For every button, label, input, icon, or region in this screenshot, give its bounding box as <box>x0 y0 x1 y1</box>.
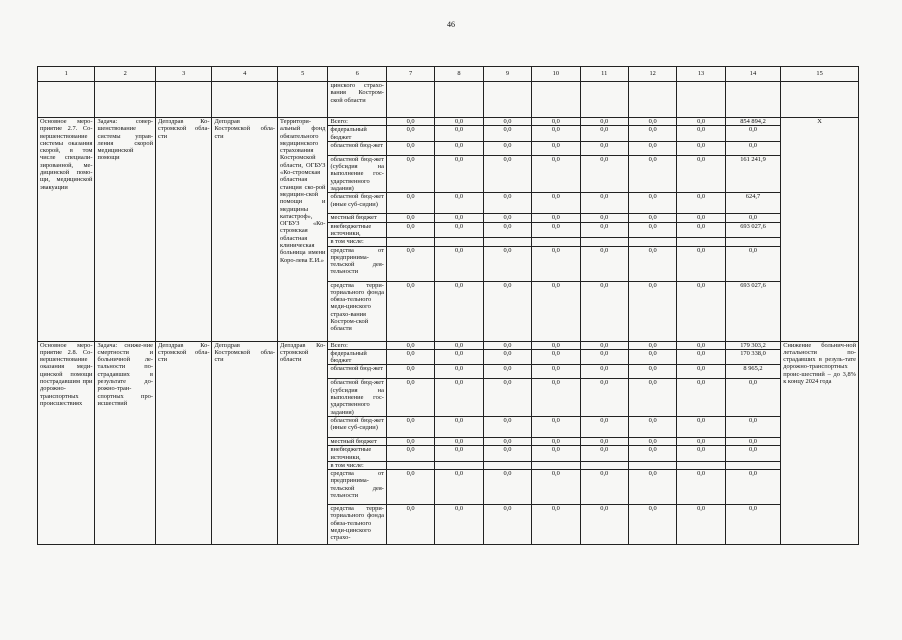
amount-cell: 0,0 <box>580 437 628 445</box>
amount-cell: 0,0 <box>435 349 483 365</box>
amount-cell: 0,0 <box>386 281 434 341</box>
cell <box>435 82 483 118</box>
amount-cell: 161 241,9 <box>725 155 780 192</box>
amount-cell: 0,0 <box>580 214 628 222</box>
amount-cell: 0,0 <box>386 349 434 365</box>
amount-cell: 0,0 <box>628 379 676 416</box>
funding-source-label: в том числе: <box>328 238 386 246</box>
amount-cell: 0,0 <box>580 141 628 155</box>
funding-source-label: Всего: <box>328 341 386 349</box>
amount-cell: 0,0 <box>386 341 434 349</box>
amount-cell: 0,0 <box>386 193 434 214</box>
amount-cell: 0,0 <box>532 141 580 155</box>
funding-source-label: внебюджетные источники, <box>328 222 386 238</box>
amount-cell: 0,0 <box>532 437 580 445</box>
column-number: 15 <box>781 67 859 82</box>
amount-cell: 0,0 <box>677 126 725 142</box>
funding-source-label: областной бюд-жет (субсидия на выполнение гос-ударственного задания) <box>328 379 386 416</box>
amount-cell: 179 303,2 <box>725 341 780 349</box>
column-number: 8 <box>435 67 483 82</box>
cell <box>38 82 95 118</box>
amount-cell: 0,0 <box>483 214 531 222</box>
page-number: 46 <box>447 20 455 29</box>
amount-cell: 0,0 <box>386 222 434 238</box>
measure-col1: Основное меро-приятие 2.7. Со-вершенствование системы оказания скорой, в том числе специали-зированной, ме-дицинской помо-щи, медицинской эвакуации <box>38 118 95 342</box>
amount-cell: 0,0 <box>580 155 628 192</box>
amount-cell: 0,0 <box>386 437 434 445</box>
measure-col5: Депздрав Ко-стромской области <box>278 341 328 545</box>
amount-cell <box>483 238 531 246</box>
amount-cell: 0,0 <box>435 246 483 281</box>
measure-col3: Депздрав Ко-стромской обла-сти <box>156 341 212 545</box>
funding-row <box>38 341 859 349</box>
amount-cell: 0,0 <box>580 349 628 365</box>
amount-cell <box>386 461 434 469</box>
amount-cell: 0,0 <box>435 365 483 379</box>
amount-cell: 0,0 <box>677 437 725 445</box>
funding-source-label: областной бюд-жет (иные суб-сидии) <box>328 193 386 214</box>
amount-cell: 0,0 <box>677 246 725 281</box>
amount-cell: 0,0 <box>677 281 725 341</box>
amount-cell: 0,0 <box>435 341 483 349</box>
amount-cell: 0,0 <box>628 365 676 379</box>
amount-cell <box>628 461 676 469</box>
cell <box>156 82 212 118</box>
amount-cell: 0,0 <box>580 246 628 281</box>
amount-cell: 0,0 <box>532 349 580 365</box>
amount-cell: 170 338,0 <box>725 349 780 365</box>
measure-col1: Основное меро-приятие 2.8. Со-вершенствование оказания меди-цинской помощи пострадавшим при дорожно-транспортных происшествиях <box>38 341 95 545</box>
amount-cell: 0,0 <box>386 155 434 192</box>
amount-cell <box>532 238 580 246</box>
amount-cell: 0,0 <box>386 365 434 379</box>
amount-cell: 0,0 <box>580 470 628 505</box>
funding-source-label: Всего: <box>328 118 386 126</box>
amount-cell: 0,0 <box>435 193 483 214</box>
column-number: 5 <box>278 67 328 82</box>
amount-cell: 0,0 <box>483 416 531 437</box>
measure-col5: Территори-альный фонд обязательного медицинского страхования Костромской области, ОГБУЗ «Ко-стромская областная станция ско-рой медицин-ской помощи и медицины катастроф», ОГБУЗ «Ко-стромская областная клиническая больница имени Коро-лева Е.И.» <box>278 118 328 342</box>
amount-cell: 0,0 <box>483 470 531 505</box>
amount-cell: 0,0 <box>483 505 531 545</box>
amount-cell: 854 894,2 <box>725 118 780 126</box>
amount-cell: 0,0 <box>628 246 676 281</box>
amount-cell: 0,0 <box>386 246 434 281</box>
amount-cell: 0,0 <box>628 349 676 365</box>
budget-table <box>37 66 859 545</box>
amount-cell: 693 027,6 <box>725 281 780 341</box>
amount-cell: 0,0 <box>677 470 725 505</box>
amount-cell: 0,0 <box>483 141 531 155</box>
amount-cell: 0,0 <box>725 416 780 437</box>
amount-cell: 0,0 <box>386 118 434 126</box>
column-number: 9 <box>483 67 531 82</box>
continuation-row <box>38 82 859 118</box>
amount-cell: 0,0 <box>532 379 580 416</box>
amount-cell: 0,0 <box>483 118 531 126</box>
amount-cell: 0,0 <box>725 437 780 445</box>
amount-cell: 0,0 <box>628 416 676 437</box>
amount-cell: 0,0 <box>435 470 483 505</box>
measure-col4: Депздрав Костромской обла-сти <box>212 341 278 545</box>
amount-cell <box>386 238 434 246</box>
cell <box>628 82 676 118</box>
amount-cell <box>725 238 780 246</box>
amount-cell <box>677 238 725 246</box>
amount-cell: 0,0 <box>532 118 580 126</box>
amount-cell: 0,0 <box>628 141 676 155</box>
amount-cell: 0,0 <box>435 222 483 238</box>
funding-source-label: местный бюджет <box>328 214 386 222</box>
funding-source-label: областной бюд-жет <box>328 365 386 379</box>
measure-col3: Депздрав Ко-стромской обла-сти <box>156 118 212 342</box>
amount-cell: 0,0 <box>580 126 628 142</box>
amount-cell: 0,0 <box>725 505 780 545</box>
amount-cell: 0,0 <box>435 379 483 416</box>
expected-result: Снижение больнич-ной летальности по-страдавших в резуль-тате дорожно-транспортных проис-шествий – до 3,8% к концу 2024 года <box>781 341 859 545</box>
amount-cell: 0,0 <box>435 126 483 142</box>
amount-cell: 624,7 <box>725 193 780 214</box>
measure-col2: Задача: сниже-ние смертности и больничной ле-тальности по-страдавших в результате до-рожно-тран-спортных про-исшествий <box>95 341 156 545</box>
amount-cell: 0,0 <box>580 193 628 214</box>
continuation-label: цинского страхо-вания Костром-ской области <box>328 82 386 118</box>
funding-source-label: внебюджетные источники, <box>328 446 386 462</box>
amount-cell: 0,0 <box>677 505 725 545</box>
funding-source-label: местный бюджет <box>328 437 386 445</box>
funding-source-label: федеральный бюджет <box>328 126 386 142</box>
amount-cell: 0,0 <box>580 365 628 379</box>
column-number: 6 <box>328 67 386 82</box>
amount-cell: 0,0 <box>532 214 580 222</box>
amount-cell: 0,0 <box>483 246 531 281</box>
amount-cell: 0,0 <box>435 141 483 155</box>
amount-cell: 0,0 <box>483 341 531 349</box>
amount-cell: 0,0 <box>435 155 483 192</box>
funding-source-label: средства от предпринима-тельской дея-тельности <box>328 470 386 505</box>
cell <box>532 82 580 118</box>
amount-cell: 0,0 <box>532 155 580 192</box>
amount-cell: 0,0 <box>677 214 725 222</box>
amount-cell: 0,0 <box>628 505 676 545</box>
amount-cell: 0,0 <box>483 222 531 238</box>
funding-source-label: федеральный бюджет <box>328 349 386 365</box>
amount-cell: 0,0 <box>725 126 780 142</box>
cell <box>212 82 278 118</box>
amount-cell: 0,0 <box>677 446 725 462</box>
cell <box>580 82 628 118</box>
cell <box>781 82 859 118</box>
amount-cell: 0,0 <box>677 155 725 192</box>
amount-cell: 0,0 <box>483 126 531 142</box>
amount-cell: 0,0 <box>386 505 434 545</box>
amount-cell: 0,0 <box>580 379 628 416</box>
amount-cell: 0,0 <box>386 416 434 437</box>
amount-cell <box>532 461 580 469</box>
amount-cell: 0,0 <box>483 437 531 445</box>
column-number: 11 <box>580 67 628 82</box>
amount-cell: 0,0 <box>628 341 676 349</box>
amount-cell: 0,0 <box>677 416 725 437</box>
amount-cell: 0,0 <box>532 470 580 505</box>
amount-cell: 0,0 <box>532 281 580 341</box>
amount-cell: 0,0 <box>532 126 580 142</box>
funding-source-label: областной бюд-жет (иные суб-сидии) <box>328 416 386 437</box>
amount-cell: 0,0 <box>628 193 676 214</box>
amount-cell: 0,0 <box>580 118 628 126</box>
funding-source-label: в том числе: <box>328 461 386 469</box>
amount-cell: 0,0 <box>435 281 483 341</box>
amount-cell: 0,0 <box>532 222 580 238</box>
amount-cell: 0,0 <box>532 246 580 281</box>
amount-cell: 0,0 <box>483 446 531 462</box>
amount-cell: 0,0 <box>532 365 580 379</box>
amount-cell: 0,0 <box>628 446 676 462</box>
column-number: 4 <box>212 67 278 82</box>
amount-cell: 0,0 <box>677 365 725 379</box>
amount-cell: 0,0 <box>386 214 434 222</box>
amount-cell: 0,0 <box>386 126 434 142</box>
column-number: 14 <box>725 67 780 82</box>
amount-cell: 0,0 <box>435 505 483 545</box>
amount-cell <box>628 238 676 246</box>
amount-cell: 0,0 <box>386 141 434 155</box>
amount-cell: 0,0 <box>386 470 434 505</box>
amount-cell: 0,0 <box>580 446 628 462</box>
cell <box>386 82 434 118</box>
funding-source-label: средства терри-ториального фонда обяза-тельного меди-цинского страхо-вания Костром-ской области <box>328 281 386 341</box>
amount-cell: 0,0 <box>532 446 580 462</box>
funding-source-label: областной бюд-жет <box>328 141 386 155</box>
amount-cell: 0,0 <box>628 155 676 192</box>
amount-cell: 0,0 <box>580 281 628 341</box>
amount-cell: 0,0 <box>677 341 725 349</box>
funding-source-label: средства терри-ториального фонда обяза-тельного меди-цинского страхо- <box>328 505 386 545</box>
amount-cell: 0,0 <box>628 222 676 238</box>
amount-cell: 0,0 <box>532 416 580 437</box>
amount-cell: 0,0 <box>435 416 483 437</box>
column-number-row <box>38 67 859 82</box>
column-number: 3 <box>156 67 212 82</box>
amount-cell <box>580 238 628 246</box>
amount-cell: 0,0 <box>677 193 725 214</box>
amount-cell: 0,0 <box>483 365 531 379</box>
measure-col2: Задача: совер-шенствование системы управ-ления скорой медицинской помощи <box>95 118 156 342</box>
cell <box>278 82 328 118</box>
amount-cell: 0,0 <box>725 214 780 222</box>
amount-cell: 0,0 <box>483 193 531 214</box>
amount-cell: 0,0 <box>725 141 780 155</box>
amount-cell: 693 027,6 <box>725 222 780 238</box>
cell <box>677 82 725 118</box>
amount-cell <box>580 461 628 469</box>
funding-source-label: средства от предпринима-тельской дея-тельности <box>328 246 386 281</box>
expected-result: Х <box>781 118 859 342</box>
amount-cell: 0,0 <box>483 349 531 365</box>
amount-cell: 0,0 <box>628 470 676 505</box>
measure-col4: Депздрав Костромской обла-сти <box>212 118 278 342</box>
amount-cell: 0,0 <box>725 246 780 281</box>
amount-cell: 0,0 <box>532 341 580 349</box>
amount-cell: 0,0 <box>435 446 483 462</box>
amount-cell: 0,0 <box>580 505 628 545</box>
funding-row <box>38 118 859 126</box>
amount-cell: 0,0 <box>725 379 780 416</box>
amount-cell: 0,0 <box>435 118 483 126</box>
amount-cell: 0,0 <box>628 214 676 222</box>
amount-cell: 0,0 <box>628 437 676 445</box>
amount-cell: 0,0 <box>580 222 628 238</box>
amount-cell: 0,0 <box>677 379 725 416</box>
amount-cell: 0,0 <box>677 141 725 155</box>
amount-cell: 0,0 <box>532 193 580 214</box>
column-number: 2 <box>95 67 156 82</box>
amount-cell <box>725 461 780 469</box>
amount-cell: 0,0 <box>677 118 725 126</box>
amount-cell <box>677 461 725 469</box>
amount-cell: 0,0 <box>628 281 676 341</box>
column-number: 10 <box>532 67 580 82</box>
column-number: 12 <box>628 67 676 82</box>
cell <box>483 82 531 118</box>
cell <box>725 82 780 118</box>
amount-cell: 0,0 <box>628 118 676 126</box>
funding-source-label: областной бюд-жет (субсидия на выполнение гос-ударственного задания) <box>328 155 386 192</box>
amount-cell: 0,0 <box>386 379 434 416</box>
amount-cell: 0,0 <box>580 416 628 437</box>
amount-cell: 0,0 <box>532 505 580 545</box>
amount-cell: 0,0 <box>677 222 725 238</box>
column-number: 1 <box>38 67 95 82</box>
amount-cell <box>483 461 531 469</box>
amount-cell: 0,0 <box>580 341 628 349</box>
amount-cell: 0,0 <box>628 126 676 142</box>
amount-cell: 0,0 <box>483 379 531 416</box>
amount-cell: 0,0 <box>677 349 725 365</box>
amount-cell: 8 965,2 <box>725 365 780 379</box>
amount-cell: 0,0 <box>435 437 483 445</box>
amount-cell: 0,0 <box>483 281 531 341</box>
amount-cell <box>435 461 483 469</box>
amount-cell: 0,0 <box>435 214 483 222</box>
amount-cell: 0,0 <box>483 155 531 192</box>
column-number: 7 <box>386 67 434 82</box>
amount-cell: 0,0 <box>725 470 780 505</box>
amount-cell: 0,0 <box>386 446 434 462</box>
column-number: 13 <box>677 67 725 82</box>
amount-cell <box>435 238 483 246</box>
cell <box>95 82 156 118</box>
amount-cell: 0,0 <box>725 446 780 462</box>
